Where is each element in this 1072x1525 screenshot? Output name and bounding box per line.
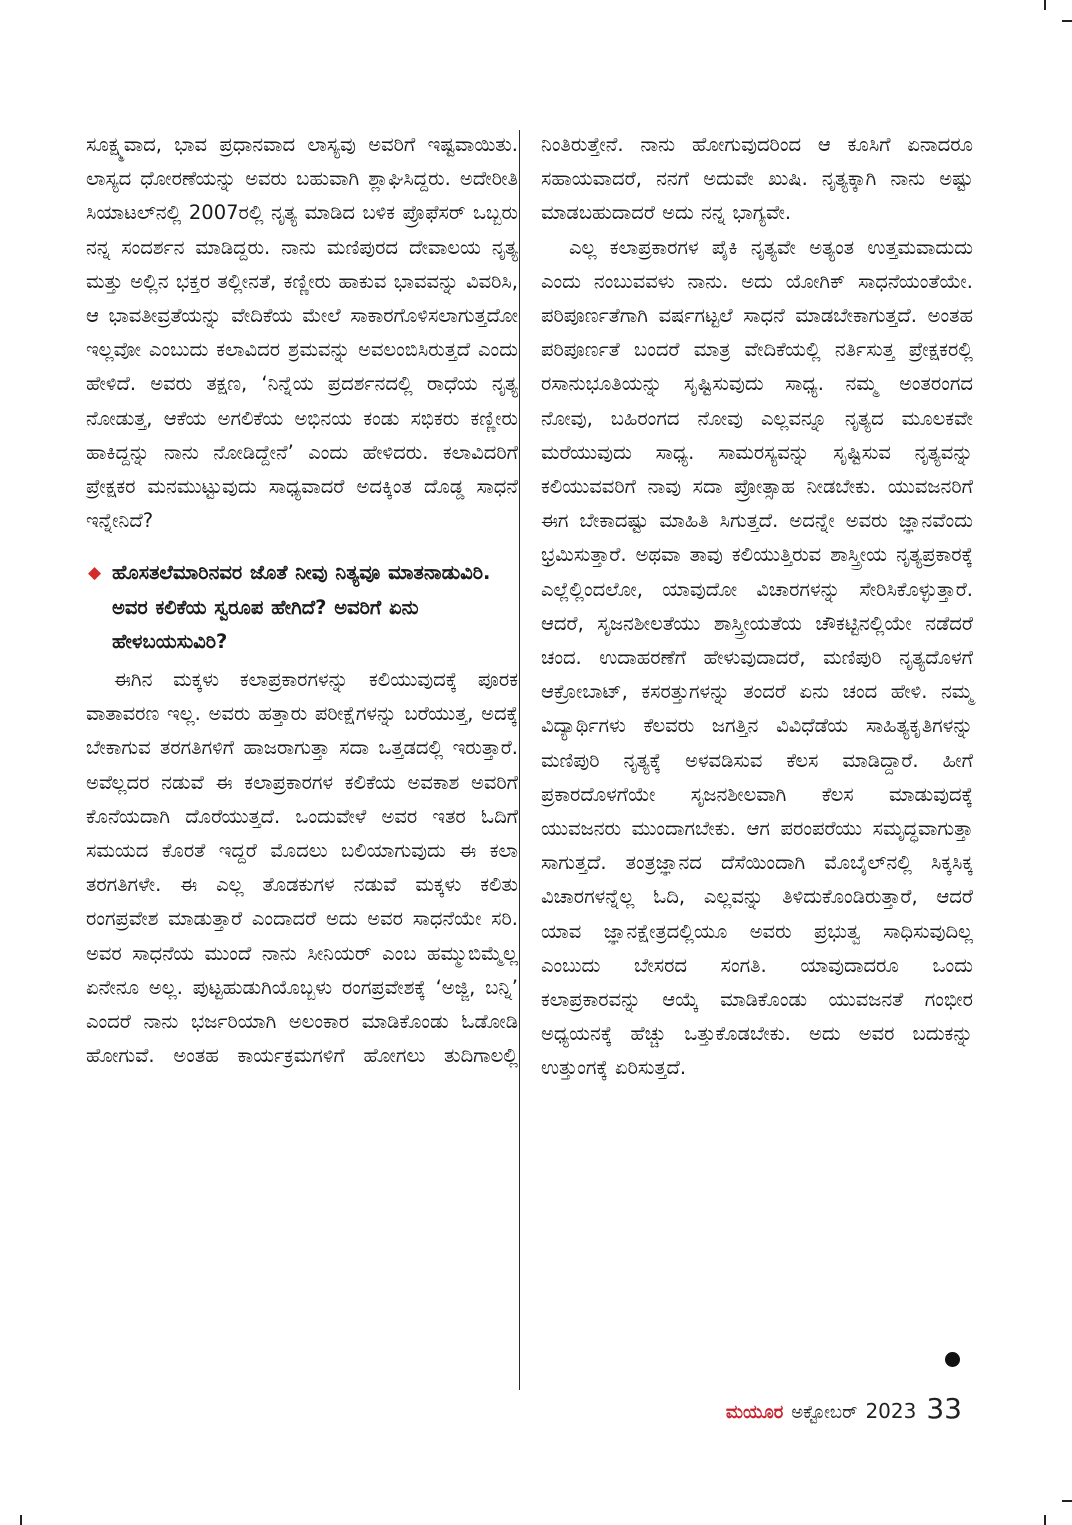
right-column	[541, 128, 973, 1086]
red-diamond-icon: ◆	[88, 563, 102, 584]
right-paragraph-2: ಎಲ್ಲ ಕಲಾಪ್ರಕಾರಗಳ ಪೈಕಿ ನೃತ್ಯವೇ ಅತ್ಯಂತ ಉತ್ತಮವಾದುದು ಎಂದು ನಂಬುವವಳು ನಾನು. ಅದು ಯೋಗಿಕ್ ಸಾಧನೆಯಂತೆಯೇ. ಪರಿಪೂರ್ಣತೆಗಾಗಿ ವರ್ಷಗಟ್ಟಲೆ ಸಾಧನೆ ಮಾಡಬೇಕಾಗುತ್ತದೆ. ಅಂತಹ ಪರಿಪೂರ್ಣತೆ ಬಂದರೆ ಮಾತ್ರ ವೇದಿಕೆಯಲ್ಲಿ ನರ್ತಿಸುತ್ತ ಪ್ರೇಕ್ಷಕರಲ್ಲಿ ರಸಾನುಭೂತಿಯನ್ನು ಸೃಷ್ಟಿಸುವುದು ಸಾಧ್ಯ. ನಮ್ಮ ಅಂತರಂಗದ ನೋವು, ಬಹಿರಂಗದ ನೋವು ಎಲ್ಲವನ್ನೂ ನೃತ್ಯದ ಮೂಲಕವೇ ಮರೆಯುವುದು ಸಾಧ್ಯ. ಸಾಮರಸ್ಯವನ್ನು ಸೃಷ್ಟಿಸುವ ನೃತ್ಯವನ್ನು ಕಲಿಯುವವರಿಗೆ ನಾವು ಸದಾ ಪ್ರೋತ್ಸಾಹ ನೀಡಬೇಕು. ಯುವಜನರಿಗೆ ಈಗ ಬೇಕಾದಷ್ಟು ಮಾಹಿತಿ ಸಿಗುತ್ತದೆ. ಅದನ್ನೇ ಅವರು ಜ್ಞಾನವೆಂದು ಭ್ರಮಿಸುತ್ತಾರೆ. ಅಥವಾ ತಾವು ಕಲಿಯುತ್ತಿರುವ ಶಾಸ್ತ್ರೀಯ ನೃತ್ಯಪ್ರಕಾರಕ್ಕೆ ಎಲ್ಲೆಲ್ಲಿಂದಲೋ, ಯಾವುದೋ ವಿಚಾರಗಳನ್ನು ಸೇರಿಸಿಕೊಳ್ಳುತ್ತಾರೆ. ಆದರೆ, ಸೃಜನಶೀಲತೆಯು ಶಾಸ್ತ್ರೀಯತೆಯ ಚೌಕಟ್ಟಿನಲ್ಲಿಯೇ ನಡೆದರೆ ಚಂದ. ಉದಾಹರಣೆಗೆ ಹೇಳುವುದಾದರೆ, ಮಣಿಪುರಿ ನೃತ್ಯದೊಳಗೆ ಆಕ್ರೋಬಾಟ್, ಕಸರತ್ತುಗಳನ್ನು ತಂದರೆ ಏನು ಚಂದ ಹೇಳಿ. ನಮ್ಮ ವಿದ್ಯಾರ್ಥಿಗಳು ಕೆಲವರು ಜಗತ್ತಿನ ವಿವಿಧೆಡೆಯ ಸಾಹಿತ್ಯಕೃತಿಗಳನ್ನು ಮಣಿಪುರಿ ನೃತ್ಯಕ್ಕೆ ಅಳವಡಿಸುವ ಕೆಲಸ ಮಾಡಿದ್ದಾರೆ. ಹೀಗೆ ಪ್ರಕಾರದೊಳಗೆಯೇ ಸೃಜನಶೀಲವಾಗಿ ಕೆಲಸ ಮಾಡುವುದಕ್ಕೆ ಯುವಜನರು ಮುಂದಾಗಬೇಕು. ಆಗ ಪರಂಪರೆಯು ಸಮೃದ್ಧವಾಗುತ್ತಾ ಸಾಗುತ್ತದೆ. ತಂತ್ರಜ್ಞಾನದ ದೆಸೆಯಿಂದಾಗಿ ಮೊಬೈಲ್‌ನಲ್ಲಿ ಸಿಕ್ಕಸಿಕ್ಕ ವಿಚಾರಗಳನ್ನೆಲ್ಲ ಓದಿ, ಎಲ್ಲವನ್ನು ತಿಳಿದುಕೊಂಡಿರುತ್ತಾರೆ, ಆದರೆ ಯಾವ ಜ್ಞಾನಕ್ಷೇತ್ರದಲ್ಲಿಯೂ ಅವರು ಪ್ರಭುತ್ವ ಸಾಧಿಸುವುದಿಲ್ಲ ಎಂಬುದು ಬೇಸರದ ಸಂಗತಿ. ಯಾವುದಾದರೂ ಒಂದು ಕಲಾಪ್ರಕಾರವನ್ನು ಆಯ್ಕೆ ಮಾಡಿಕೊಂಡು ಯುವಜನತೆ ಗಂಭೀರ ಅಧ್ಯಯನಕ್ಕೆ ಹೆಚ್ಚು ಒತ್ತುಕೊಡಬೇಕು. ಅದು ಅವರ ಬದುಕನ್ನು ಉತ್ತುಂಗಕ್ಕೆ ಏರಿಸುತ್ತದೆ.	[541, 235, 973, 1080]
crop-mark-bottom-right	[1044, 1515, 1046, 1525]
crop-mark-top-right	[1044, 0, 1046, 10]
right-paragraph-1: ನಿಂತಿರುತ್ತೇನೆ. ನಾನು ಹೋಗುವುದರಿಂದ ಆ ಕೂಸಿಗೆ ಏನಾದರೂ ಸಹಾಯವಾದರೆ, ನನಗೆ ಅದುವೇ ಖುಷಿ. ನೃತ್ಯಕ್ಕಾಗಿ ನಾನು ಅಷ್ಟು ಮಾಡಬಹುದಾದರೆ ಅದು ನನ್ನ ಭಾಗ್ಯವೇ.	[541, 133, 973, 225]
left-paragraph-1: ಸೂಕ್ಷ್ಮವಾದ, ಭಾವ ಪ್ರಧಾನವಾದ ಲಾಸ್ಯವು ಅವರಿಗೆ ಇಷ್ಟವಾಯಿತು. ಲಾಸ್ಯದ ಧೋರಣೆಯನ್ನು ಅವರು ಬಹುವಾಗಿ ಶ್ಲಾಘಿಸಿದ್ದರು. ಅದೇರೀತಿ ಸಿಯಾಟಲ್‌ನಲ್ಲಿ 2007ರಲ್ಲಿ ನೃತ್ಯ ಮಾಡಿದ ಬಳಿಕ ಪ್ರೊಫೆಸರ್ ಒಬ್ಬರು ನನ್ನ ಸಂದರ್ಶನ ಮಾಡಿದ್ದರು. ನಾನು ಮಣಿಪುರದ ದೇವಾಲಯ ನೃತ್ಯ ಮತ್ತು ಅಲ್ಲಿನ ಭಕ್ತರ ತಲ್ಲೀನತೆ, ಕಣ್ಣೀರು ಹಾಕುವ ಭಾವವನ್ನು ವಿವರಿಸಿ, ಆ ಭಾವತೀವ್ರತೆಯನ್ನು ವೇದಿಕೆಯ ಮೇಲೆ ಸಾಕಾರಗೊಳಿಸಲಾಗುತ್ತದೋ ಇಲ್ಲವೋ ಎಂಬುದು ಕಲಾವಿದರ ಶ್ರಮವನ್ನು ಅವಲಂಬಿಸಿರುತ್ತದೆ ಎಂದು ಹೇಳಿದೆ. ಅವರು ತಕ್ಷಣ, ‘ನಿನ್ನೆಯ ಪ್ರದರ್ಶನದಲ್ಲಿ ರಾಧೆಯ ನೃತ್ಯ ನೋಡುತ್ತ, ಆಕೆಯ ಅಗಲಿಕೆಯ ಅಭಿನಯ ಕಂಡು ಸಭಿಕರು ಕಣ್ಣೀರು ಹಾಕಿದ್ದನ್ನು ನಾನು ನೋಡಿದ್ದೇನೆ’ ಎಂದು ಹೇಳಿದರು. ಕಲಾವಿದರಿಗೆ ಪ್ರೇಕ್ಷಕರ ಮನಮುಟ್ಟುವುದು ಸಾಧ್ಯವಾದರೆ ಅದಕ್ಕಿಂತ ದೊಡ್ಡ ಸಾಧನೆ ಇನ್ನೇನಿದೆ?	[86, 133, 518, 533]
crop-mark-bottom-left	[20, 1515, 22, 1525]
column-divider	[519, 130, 520, 1390]
crop-mark-right-upper	[1062, 20, 1072, 22]
black-dot-icon	[945, 1352, 960, 1367]
left-column	[86, 128, 518, 1073]
magazine-name: ಮಯೂರ	[725, 1402, 784, 1423]
left-paragraph-2: ಈಗಿನ ಮಕ್ಕಳು ಕಲಾಪ್ರಕಾರಗಳನ್ನು ಕಲಿಯುವುದಕ್ಕೆ ಪೂರಕ ವಾತಾವರಣ ಇಲ್ಲ. ಅವರು ಹತ್ತಾರು ಪರೀಕ್ಷೆಗಳನ್ನು ಬರೆಯುತ್ತ, ಅದಕ್ಕೆ ಬೇಕಾಗುವ ತರಗತಿಗಳಿಗೆ ಹಾಜರಾಗುತ್ತಾ ಸದಾ ಒತ್ತಡದಲ್ಲಿ ಇರುತ್ತಾರೆ. ಅವೆಲ್ಲದರ ನಡುವೆ ಈ ಕಲಾಪ್ರಕಾರಗಳ ಕಲಿಕೆಯ ಅವಕಾಶ ಅವರಿಗೆ ಕೊನೆಯದಾಗಿ ದೊರೆಯುತ್ತದೆ. ಒಂದುವೇಳೆ ಅವರ ಇತರ ಓದಿಗೆ ಸಮಯದ ಕೊರತೆ ಇದ್ದರೆ ಮೊದಲು ಬಲಿಯಾಗುವುದು ಈ ಕಲಾ ತರಗತಿಗಳೇ. ಈ ಎಲ್ಲ ತೊಡಕುಗಳ ನಡುವೆ ಮಕ್ಕಳು ಕಲಿತು ರಂಗಪ್ರವೇಶ ಮಾಡುತ್ತಾರೆ ಎಂದಾದರೆ ಅದು ಅವರ ಸಾಧನೆಯೇ ಸರಿ. ಅವರ ಸಾಧನೆಯ ಮುಂದೆ ನಾನು ಸೀನಿಯರ್ ಎಂಬ ಹಮ್ಮುಬಿಮ್ಮೆಲ್ಲ ಏನೇನೂ ಅಲ್ಲ. ಪುಟ್ಟಹುಡುಗಿಯೊಬ್ಬಳು ರಂಗಪ್ರವೇಶಕ್ಕೆ ‘ಅಜ್ಜಿ, ಬನ್ನಿ’ ಎಂದರೆ ನಾನು ಭರ್ಜರಿಯಾಗಿ ಅಲಂಕಾರ ಮಾಡಿಕೊಂಡು ಓಡೋಡಿ ಹೋಗುವೆ. ಅಂತಹ ಕಾರ್ಯಕ್ರಮಗಳಿಗೆ ಹೋಗಲು ತುದಿಗಾಲಲ್ಲಿ	[86, 668, 518, 1068]
crop-mark-right-lower	[1062, 1500, 1072, 1502]
page-number: 33	[926, 1392, 962, 1425]
question-text: ಹೊಸತಲೆಮಾರಿನವರ ಜೊತೆ ನೀವು ನಿತ್ಯವೂ ಮಾತನಾಡುವಿರಿ. ಅವರ ಕಲಿಕೆಯ ಸ್ವರೂಪ ಹೇಗಿದೆ? ಅವರಿಗೆ ಏನು ಹೇಳಬಯಸುವಿರಿ?	[112, 561, 491, 653]
page-footer	[726, 1392, 962, 1425]
issue-year: 2023	[865, 1399, 917, 1423]
issue-month: ಅಕ್ಟೋಬರ್	[791, 1402, 858, 1423]
interview-question	[86, 556, 518, 659]
